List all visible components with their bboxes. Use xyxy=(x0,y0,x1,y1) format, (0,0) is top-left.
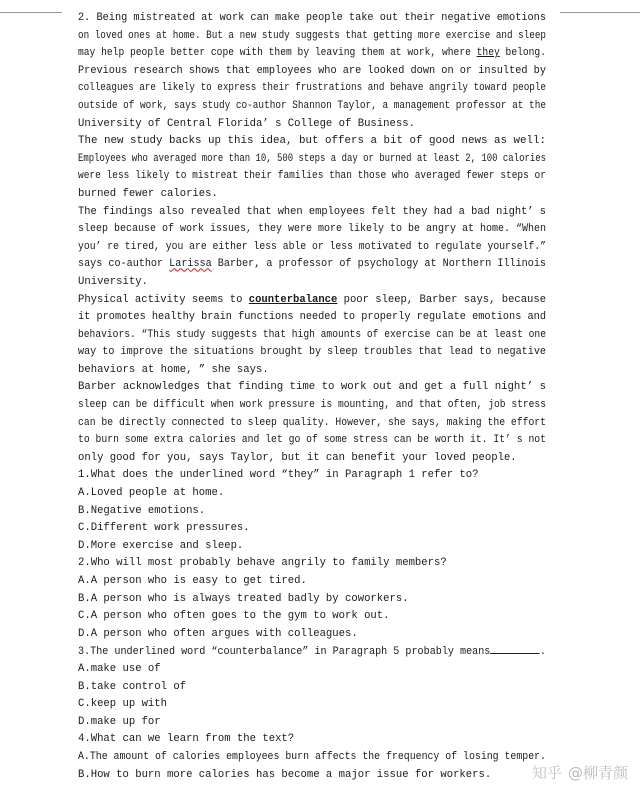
passage-line: outside of work, says study co-author Shannon Taylor, a management professor at the xyxy=(78,99,546,112)
underlined-word: counterbalance xyxy=(248,293,338,306)
answer-blank xyxy=(490,643,540,654)
passage-line: may help people better cope with them by leaving them at work, where they belong. xyxy=(78,47,546,60)
question-stem: 2.Who will most probably behave angrily to family members? xyxy=(78,557,447,570)
passage-line: The findings also revealed that when employees felt they had a bad night’ s xyxy=(78,205,547,218)
passage-line: behaviors. “This study suggests that high amounts of exercise can be at least one xyxy=(78,328,546,341)
passage-line: says co-author Larissa Barber, a professor of psychology at Northern Illinois xyxy=(78,258,546,271)
zhihu-logo: 知乎 xyxy=(531,764,562,782)
answer-option: C.keep up with xyxy=(78,698,168,711)
answer-option: D.make up for xyxy=(78,715,161,728)
answer-option: A.make use of xyxy=(78,662,161,675)
passage-line: to burn some extra calories and let go of some stress can be worth it. It’ s not xyxy=(78,434,547,447)
document-body xyxy=(78,10,546,784)
watermark xyxy=(532,762,628,783)
passage-line: you’ re tired, you are either less able or less motivated to regulate yourself.” xyxy=(78,240,547,253)
answer-option: B.Negative emotions. xyxy=(78,504,206,517)
answer-option: B.A person who is always treated badly by coworkers. xyxy=(78,592,409,605)
passage-line: burned fewer calories. xyxy=(78,187,218,200)
answer-option: D.More exercise and sleep. xyxy=(78,539,244,552)
passage-line: colleagues are likely to express their frustrations and behave angrily toward people xyxy=(78,82,547,95)
answer-option: C.Different work pressures. xyxy=(78,522,250,535)
spellcheck-word: Larissa xyxy=(169,258,212,271)
passage-line: it promotes healthy brain functions needed to properly regulate emotions and xyxy=(78,311,546,324)
watermark-author: @柳青颜 xyxy=(567,764,628,782)
passage-line: way to improve the situations brought by sleep troubles that lead to negative xyxy=(78,346,546,359)
passage-line: sleep because of work issues, they were more likely to be angry at home. “When xyxy=(78,223,547,236)
header-rule-right xyxy=(560,12,640,13)
answer-option: A.A person who is easy to get tired. xyxy=(78,575,307,587)
passage-line: The new study backs up this idea, but offers a bit of good news as well: xyxy=(78,135,546,148)
passage-line: only good for you, says Taylor, but it can benefit your loved people. xyxy=(78,451,517,464)
passage-line: behaviors at home, ” she says. xyxy=(78,363,269,376)
passage-line: University of Central Florida’ s College of Business. xyxy=(78,117,415,130)
passage-line: Employees who averaged more than 10, 500 steps a day or burned at least 2, 100 calories xyxy=(78,152,546,165)
passage-line: Barber acknowledges that finding time to work out and get a full night’ s xyxy=(78,381,546,394)
passage-line: were less likely to mistreat their families than those who averaged fewer steps or xyxy=(78,170,546,183)
underlined-word: they xyxy=(476,47,500,60)
answer-option: B.take control of xyxy=(78,680,187,693)
reading-passage xyxy=(78,10,546,467)
passage-line: 2. Being mistreated at work can make people take out their negative emotions xyxy=(78,12,546,24)
passage-line: can be directly connected to sleep quality. However, she says, making the effort xyxy=(78,416,547,429)
answer-option: D.A person who often argues with colleagues. xyxy=(78,627,358,640)
passage-line: on loved ones at home. But a new study suggests that getting more exercise and sleep xyxy=(78,29,547,42)
header-rule-left xyxy=(0,12,62,13)
answer-option: A.The amount of calories employees burn affects the frequency of losing temper. xyxy=(78,750,546,763)
question-stem: 4.What can we learn from the text? xyxy=(78,733,295,746)
question-stem: 1.What does the underlined word “they” in Paragraph 1 refer to? xyxy=(78,469,479,482)
passage-line: University. xyxy=(78,275,148,288)
question-list xyxy=(78,467,546,784)
passage-line: sleep can be difficult when work pressure is mounting, and that often, job stress xyxy=(78,399,546,412)
answer-option: B.How to burn more calories has become a major issue for workers. xyxy=(78,768,492,781)
answer-option: A.Loved people at home. xyxy=(78,487,225,500)
passage-line: Physical activity seems to counterbalance poor sleep, Barber says, because xyxy=(78,293,547,306)
answer-option: C.A person who often goes to the gym to work out. xyxy=(78,610,390,623)
passage-line: Previous research shows that employees who are looked down on or insulted by xyxy=(78,64,546,77)
question-stem: 3.The underlined word “counterbalance” in Paragraph 5 probably means . xyxy=(78,643,546,661)
